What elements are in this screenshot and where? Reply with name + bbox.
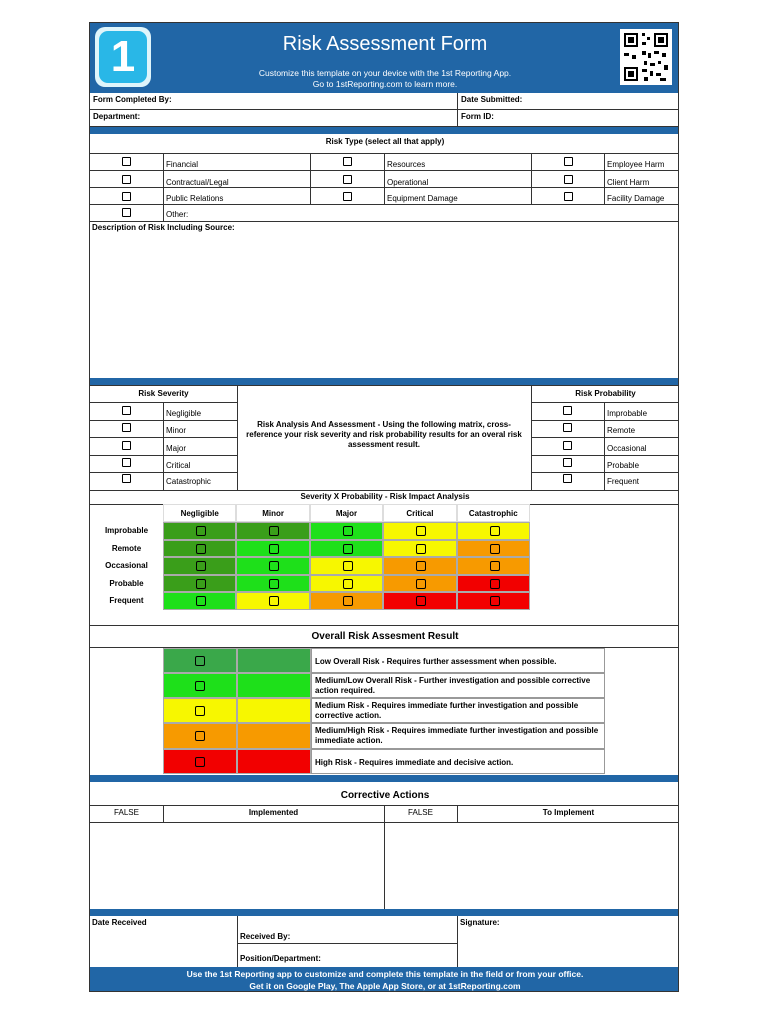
divider: [163, 402, 164, 490]
risk-type-label: Other:: [166, 210, 189, 219]
signature-field[interactable]: Signature:: [460, 918, 500, 927]
overall-result-swatch[interactable]: [163, 673, 237, 698]
matrix-row-header: Frequent: [109, 596, 144, 606]
matrix-cell-checkbox[interactable]: [490, 561, 500, 571]
matrix-cell-checkbox[interactable]: [343, 561, 353, 571]
overall-result-color: [237, 673, 311, 698]
matrix-heading: Severity X Probability - Risk Impact Analysis: [300, 492, 470, 501]
risk-type-label: Contractual/Legal: [166, 178, 229, 187]
matrix-cell[interactable]: [457, 557, 530, 575]
matrix-cell-checkbox[interactable]: [269, 596, 279, 606]
checkbox-employee-harm[interactable]: [564, 157, 573, 166]
divider: [531, 472, 679, 473]
risk-severity-heading: Risk Severity: [138, 389, 189, 398]
form-completed-by-field[interactable]: Form Completed By:: [90, 93, 458, 110]
overall-result-text: Medium Risk - Requires immediate further investigation and possible corrective action.: [311, 698, 605, 723]
matrix-row-header: Remote: [111, 543, 142, 553]
matrix-column-header: Major: [310, 504, 383, 522]
overall-result-color: [237, 723, 311, 749]
overall-result-heading: Overall Risk Assesment Result: [311, 631, 459, 642]
analysis-instructions: Risk Analysis And Assessment - Using the following matrix, cross-reference your risk severity and risk probability results for an overal risk assessment result.: [246, 420, 522, 449]
divider: [457, 805, 458, 822]
divider: [90, 385, 679, 386]
checkbox-operational[interactable]: [343, 175, 352, 184]
matrix-cell[interactable]: [236, 522, 309, 540]
severity-label: Major: [166, 444, 187, 453]
severity-label: Minor: [166, 426, 187, 435]
divider: [531, 402, 679, 403]
overall-result-text: Medium/Low Overall Risk - Further investigation and possible corrective action required.: [311, 673, 605, 698]
checkbox-probability[interactable]: [563, 458, 572, 467]
matrix-cell-checkbox[interactable]: [269, 579, 279, 589]
section-divider: [90, 378, 679, 385]
matrix-cell[interactable]: [236, 592, 309, 610]
risk-type-label: Resources: [387, 160, 426, 169]
matrix-cell[interactable]: [163, 592, 236, 610]
overall-result-color: [237, 648, 311, 673]
overall-result-swatch[interactable]: [163, 749, 237, 774]
matrix-cell[interactable]: [310, 540, 383, 558]
matrix-cell-checkbox[interactable]: [196, 526, 206, 536]
matrix-column-header: Catastrophic: [457, 504, 530, 522]
divider: [90, 625, 679, 626]
matrix-cell-checkbox[interactable]: [416, 544, 426, 554]
divider: [90, 170, 679, 171]
probability-label: Frequent: [607, 477, 640, 486]
checkbox-equipment-damage[interactable]: [343, 192, 352, 201]
divider: [604, 153, 605, 205]
matrix-cell[interactable]: [457, 540, 530, 558]
severity-label: Negligible: [166, 409, 202, 418]
divider: [457, 916, 458, 967]
implemented-textarea[interactable]: [90, 823, 384, 909]
matrix-cell-checkbox[interactable]: [343, 526, 353, 536]
matrix-cell[interactable]: [163, 557, 236, 575]
date-submitted-field[interactable]: Date Submitted:: [458, 93, 679, 110]
matrix-cell[interactable]: [310, 575, 383, 593]
overall-result-checkbox[interactable]: [195, 656, 205, 666]
to-implement-textarea[interactable]: [385, 823, 679, 909]
matrix-column-header: Minor: [236, 504, 309, 522]
corrective-actions-heading: Corrective Actions: [340, 790, 430, 801]
matrix-row-header: Improbable: [104, 526, 149, 535]
form-footer: [90, 967, 679, 992]
divider: [163, 805, 164, 822]
matrix-row-header: Occasional: [105, 561, 148, 571]
checkbox-financial[interactable]: [122, 157, 131, 166]
matrix-cell[interactable]: [383, 522, 456, 540]
matrix-cell-checkbox[interactable]: [490, 526, 500, 536]
matrix-column-header: Critical: [383, 504, 456, 522]
matrix-cell-checkbox[interactable]: [196, 561, 206, 571]
date-received-field[interactable]: Date Received: [92, 918, 147, 927]
app-logo-icon: 1: [99, 31, 147, 83]
risk-type-label: Financial: [166, 160, 199, 169]
checkbox-client-harm[interactable]: [564, 175, 573, 184]
matrix-cell-checkbox[interactable]: [196, 579, 206, 589]
overall-result-swatch[interactable]: [163, 698, 237, 723]
matrix-cell-checkbox[interactable]: [269, 526, 279, 536]
divider: [90, 455, 237, 456]
matrix-cell-checkbox[interactable]: [490, 579, 500, 589]
risk-type-label: Equipment Damage: [387, 194, 458, 203]
form-id-field[interactable]: Form ID:: [458, 110, 679, 127]
divider: [90, 204, 679, 205]
matrix-cell-checkbox[interactable]: [343, 544, 353, 554]
overall-result-color: [237, 749, 311, 774]
matrix-cell[interactable]: [310, 557, 383, 575]
overall-result-text: High Risk - Requires immediate and decisive action.: [311, 749, 605, 774]
footer-line-1: Use the 1st Reporting app to customize and complete this template in the field or from your office.: [186, 969, 584, 979]
divider: [90, 402, 237, 403]
checkbox-resources[interactable]: [343, 157, 352, 166]
overall-result-checkbox[interactable]: [195, 681, 205, 691]
risk-type-label: Client Harm: [607, 178, 650, 187]
probability-label: Improbable: [607, 409, 648, 418]
divider: [90, 490, 679, 491]
divider: [90, 420, 237, 421]
matrix-cell-checkbox[interactable]: [343, 596, 353, 606]
overall-result-checkbox[interactable]: [195, 706, 205, 716]
checkbox-contractual-legal[interactable]: [122, 175, 131, 184]
probability-label: Occasional: [607, 444, 647, 453]
severity-label: Critical: [166, 461, 191, 470]
footer-line-2: Get it on Google Play, The Apple App Store, or at 1stReporting.com: [249, 981, 521, 991]
matrix-cell-checkbox[interactable]: [416, 561, 426, 571]
checkbox-probability[interactable]: [563, 423, 572, 432]
section-divider: [90, 909, 679, 916]
matrix-cell-checkbox[interactable]: [269, 561, 279, 571]
risk-type-label: Employee Harm: [607, 160, 665, 169]
department-field[interactable]: Department:: [90, 110, 458, 127]
matrix-cell-checkbox[interactable]: [416, 596, 426, 606]
checkbox-probability[interactable]: [563, 406, 572, 415]
section-divider: [90, 127, 679, 134]
matrix-cell[interactable]: [236, 557, 309, 575]
divider: [310, 153, 311, 205]
matrix-cell[interactable]: [383, 592, 456, 610]
matrix-cell[interactable]: [310, 522, 383, 540]
matrix-cell-checkbox[interactable]: [490, 596, 500, 606]
divider: [237, 385, 238, 490]
risk-type-label: Facility Damage: [607, 194, 665, 203]
risk-type-label: Operational: [387, 178, 429, 187]
divider: [531, 455, 679, 456]
risk-probability-heading: Risk Probability: [575, 389, 636, 398]
matrix-cell[interactable]: [457, 522, 530, 540]
divider: [531, 153, 532, 205]
matrix-cell-checkbox[interactable]: [269, 544, 279, 554]
risk-type-label: Public Relations: [166, 194, 224, 203]
divider: [90, 221, 679, 222]
matrix-cell[interactable]: [310, 592, 383, 610]
matrix-cell-checkbox[interactable]: [490, 544, 500, 554]
matrix-cell[interactable]: [236, 575, 309, 593]
section-divider: [90, 775, 679, 782]
matrix-cell[interactable]: [236, 540, 309, 558]
overall-result-checkbox[interactable]: [195, 731, 205, 741]
overall-result-color: [237, 698, 311, 723]
description-field[interactable]: Description of Risk Including Source:: [92, 223, 235, 232]
divider: [237, 943, 457, 944]
divider: [604, 402, 605, 490]
implemented-heading: Implemented: [248, 808, 299, 817]
checkbox-facility-damage[interactable]: [564, 192, 573, 201]
matrix-column-header: Negligible: [163, 504, 236, 522]
subtitle-line-1: Customize this template on your device with the 1st Reporting App.: [258, 68, 512, 78]
to-implement-checkbox-value[interactable]: FALSE: [408, 808, 433, 817]
matrix-cell[interactable]: [383, 557, 456, 575]
matrix-cell-checkbox[interactable]: [416, 579, 426, 589]
overall-result-swatch[interactable]: [163, 723, 237, 749]
divider: [90, 437, 237, 438]
checkbox-other[interactable]: [122, 208, 131, 217]
divider: [237, 916, 238, 967]
matrix-cell[interactable]: [163, 575, 236, 593]
risk-assessment-form: [89, 22, 679, 992]
probability-label: Remote: [607, 426, 636, 435]
implemented-checkbox-value[interactable]: FALSE: [114, 808, 139, 817]
form-title: Risk Assessment Form: [282, 33, 488, 55]
checkbox-probability[interactable]: [563, 474, 572, 483]
divider: [531, 437, 679, 438]
severity-label: Catastrophic: [166, 477, 211, 486]
matrix-row-header: Probable: [109, 578, 144, 588]
overall-result-checkbox[interactable]: [195, 757, 205, 767]
matrix-cell-checkbox[interactable]: [416, 526, 426, 536]
matrix-cell[interactable]: [457, 575, 530, 593]
checkbox-probability[interactable]: [563, 441, 572, 450]
matrix-cell[interactable]: [163, 522, 236, 540]
checkbox-severity[interactable]: [122, 474, 131, 483]
divider: [384, 153, 385, 205]
to-implement-heading: To Implement: [542, 808, 595, 817]
divider: [90, 472, 237, 473]
divider: [531, 420, 679, 421]
checkbox-public-relations[interactable]: [122, 192, 131, 201]
checkbox-severity[interactable]: [122, 441, 131, 450]
probability-label: Probable: [607, 461, 640, 470]
header-subtitle: [90, 68, 679, 90]
qr-code-icon: [620, 29, 672, 85]
overall-result-text: Medium/High Risk - Requires immediate further investigation and possible immediate action.: [311, 723, 605, 749]
checkbox-severity[interactable]: [122, 423, 131, 432]
matrix-cell[interactable]: [383, 540, 456, 558]
matrix-cell-checkbox[interactable]: [196, 544, 206, 554]
matrix-cell-checkbox[interactable]: [343, 579, 353, 589]
position-department-field[interactable]: Position/Department:: [240, 954, 321, 963]
matrix-cell[interactable]: [457, 592, 530, 610]
subtitle-line-2: Go to 1stReporting.com to learn more.: [312, 79, 458, 89]
checkbox-severity[interactable]: [122, 458, 131, 467]
received-by-field[interactable]: Received By:: [240, 932, 291, 941]
matrix-cell-checkbox[interactable]: [196, 596, 206, 606]
matrix-cell[interactable]: [383, 575, 456, 593]
overall-result-text: Low Overall Risk - Requires further assessment when possible.: [311, 648, 605, 673]
matrix-cell[interactable]: [163, 540, 236, 558]
risk-type-heading: Risk Type (select all that apply): [325, 137, 445, 146]
overall-result-swatch[interactable]: [163, 648, 237, 673]
checkbox-severity[interactable]: [122, 406, 131, 415]
